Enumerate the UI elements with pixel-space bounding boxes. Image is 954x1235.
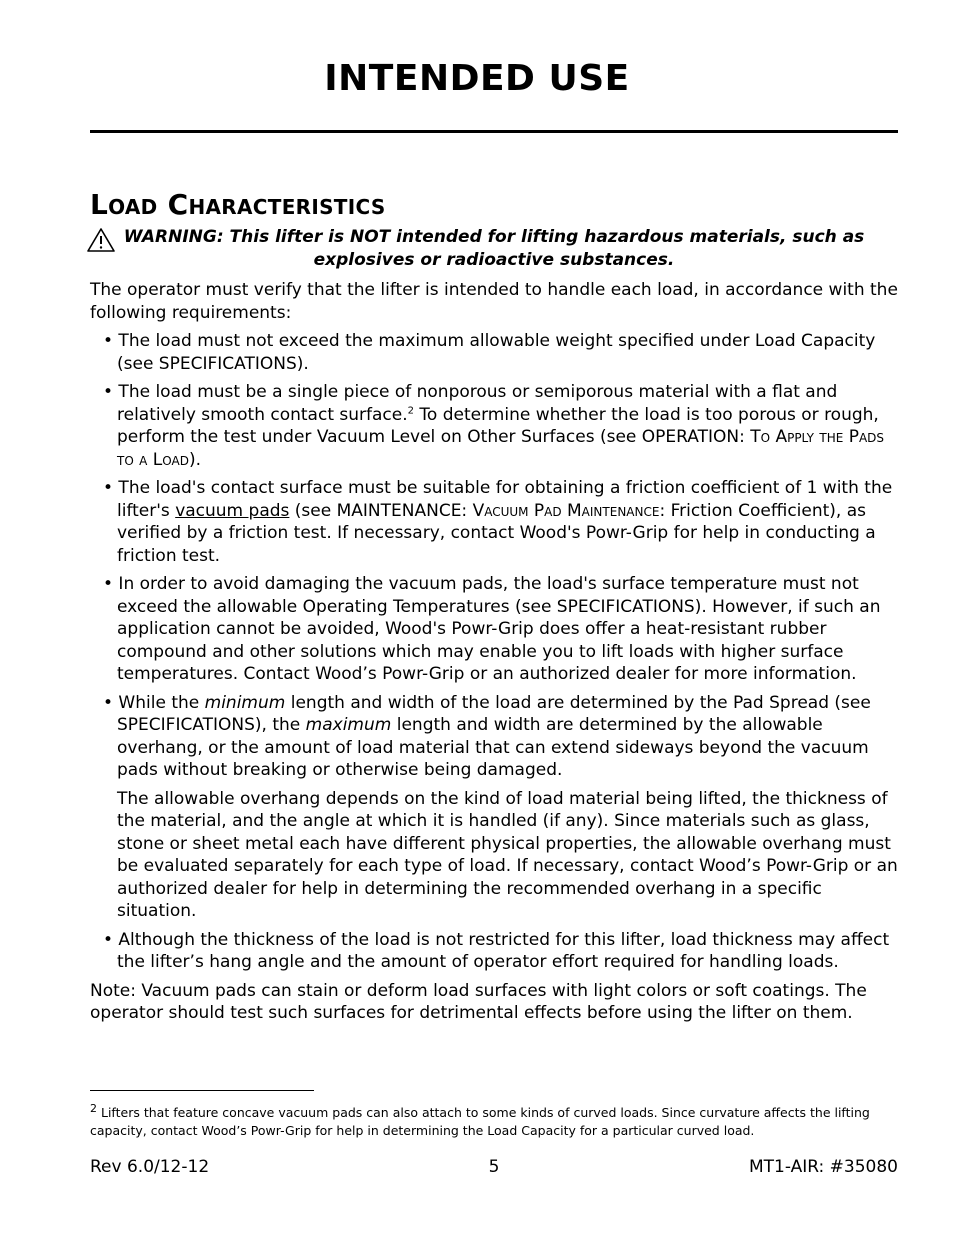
bullet-text: ).: [188, 449, 201, 470]
bullet-temperature: • In order to avoid damaging the vacuum pads, the load's surface temperature must not exceed the allowable Operating Temperatures (see SPECIFICATIONS). However, if such an application cannot be avoided, Wood's Powr-Grip does offer a heat-resistant rubber compound and other solutions which may enable you to lift loads with higher surface temperatures. Contact Wood’s Powr-Grip or an authorized dealer for more information.: [103, 574, 881, 684]
bullet-material: [90, 381, 898, 471]
bullet-dimensions: [90, 692, 898, 782]
overhang-paragraph: The allowable overhang depends on the kind of load material being lifted, the thickness of the material, and the angle at which it is handled (if any). Since materials such as glass, stone or sheet metal each have different physical properties, the allowable overhang must be evaluated separately for each type of load. If necessary, contact Wood’s Powr-Grip or an authorized dealer for help in determining the recommended overhang in a specific situation.: [117, 788, 898, 921]
bullet-text: • While the: [103, 692, 205, 713]
warning-line-1: WARNING: This lifter is NOT intended for lifting hazardous materials, such as: [123, 227, 865, 247]
vacuum-pads-link[interactable]: vacuum pads: [175, 500, 290, 521]
bullet-text: : Friction Coefficient), as verified by a friction test. If necessary, contact Wood's Powr-Grip for help in conducting a friction test.: [117, 500, 876, 566]
intro-paragraph: The operator must verify that the lifter is intended to handle each load, in accordance with the following requirements:: [90, 280, 898, 323]
footnote-divider: [90, 1090, 314, 1091]
footnote-text: Lifters that feature concave vacuum pads can also attach to some kinds of curved loads. Since curvature affects the lifting capacity, contact Wood’s Powr-Grip for help in determining the Load Capacity for a particular curved load.: [90, 1105, 870, 1138]
note-paragraph: Note: Vacuum pads can stain or deform load surfaces with light colors or soft coatings. The operator should test such surfaces for detrimental effects before using the lifter on them.: [90, 980, 867, 1023]
bullet-text: • The load's contact surface must be suitable for obtaining a friction coefficient of 1 with the lifter's: [103, 478, 893, 521]
footnote: [90, 1101, 898, 1140]
page-title: INTENDED USE: [324, 58, 630, 99]
emphasis-minimum: minimum: [204, 692, 286, 713]
warning-block: [90, 226, 898, 272]
footnote-reference[interactable]: 2: [407, 404, 415, 416]
warning-icon: [86, 227, 116, 253]
section-heading: Load Characteristics: [90, 188, 386, 221]
bullet-text: • The load must be a single piece of nonporous or semiporous material with a flat and relatively smooth contact surface.: [103, 382, 838, 425]
section-reference: To Apply the Pads to a Load: [117, 427, 885, 470]
bullet-thickness: • Although the thickness of the load is not restricted for this lifter, load thickness may affect the lifter’s hang angle and the amount of operator effort required for handling loads.: [103, 929, 890, 972]
bullet-text: length and width are determined by the allowable overhang, or the amount of load material that can extend sideways beyond the vacuum pads without breaking or otherwise being damaged.: [117, 715, 869, 780]
bullet-load-weight: • The load must not exceed the maximum allowable weight specified under Load Capacity (see SPECIFICATIONS).: [103, 331, 876, 374]
document-id: MT1-AIR: #35080: [748, 1157, 898, 1177]
content-body: [90, 226, 898, 1031]
section-reference: Vacuum Pad Maintenance: [472, 500, 660, 521]
revision-label: Rev 6.0/12-12: [90, 1157, 210, 1177]
page-number: 5: [488, 1157, 500, 1177]
warning-line-2: explosives or radioactive substances.: [313, 250, 675, 270]
emphasis-maximum: maximum: [305, 715, 392, 735]
bullet-text: length and width of the load are determined by the Pad Spread (see SPECIFICATIONS), the: [117, 692, 871, 735]
title-divider: [90, 130, 898, 133]
bullet-friction: [90, 477, 898, 567]
bullet-text: To determine whether the load is too porous or rough, perform the test under Vacuum Level on Other Surfaces (see OPERATION:: [117, 404, 879, 447]
footnote-mark: 2: [90, 1101, 97, 1115]
bullet-text: (see MAINTENANCE:: [289, 500, 473, 521]
